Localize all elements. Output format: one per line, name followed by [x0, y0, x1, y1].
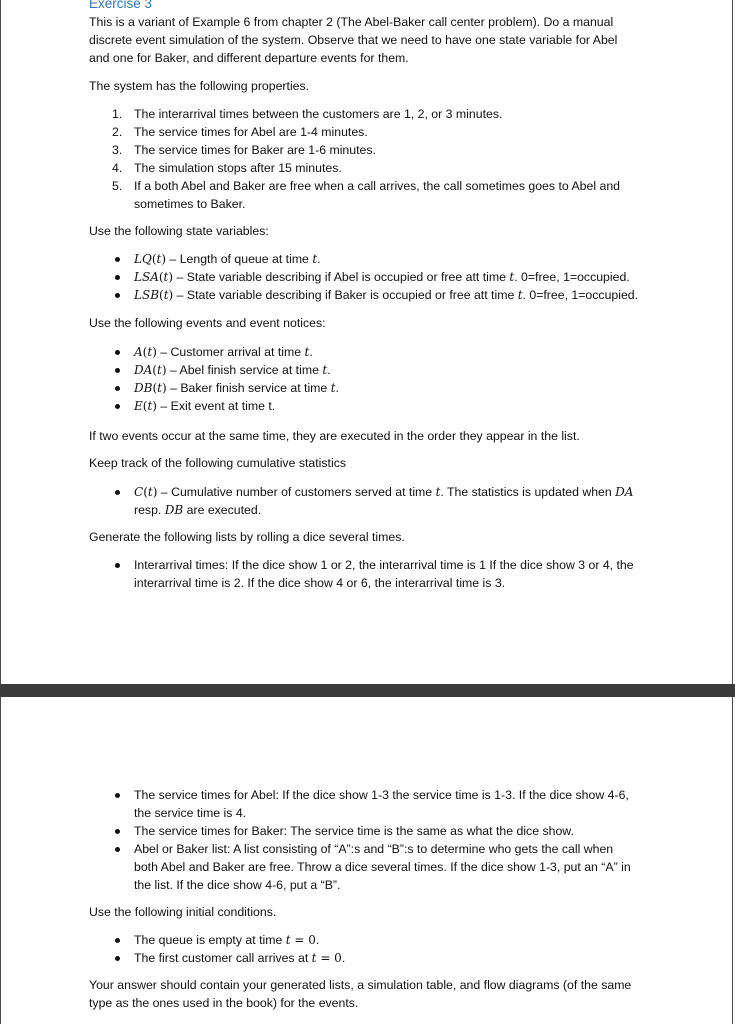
property-item: If a both Abel and Baker are free when a call arrives, the call sometimes goes to Abel and — [134, 179, 621, 193]
event-exit: E(t) – Exit event at time t. — [134, 399, 276, 413]
generate-lists-lead: Generate the following lists by rolling a dice several times. — [89, 530, 405, 544]
state-variable-text: – State variable describing if Baker is occupied or free att time — [173, 288, 518, 302]
property-item: The service times for Abel are 1-4 minutes. — [134, 125, 368, 139]
bullet-icon — [115, 938, 120, 943]
math-symbol: E — [134, 399, 143, 413]
intro-line: discrete event simulation of the system. Observe that we need to have one state variable for Abel — [89, 33, 618, 47]
event-text: – Customer arrival at time — [156, 345, 305, 359]
properties-lead: The system has the following properties. — [89, 79, 310, 93]
statistic-text: – Cumulative number of customers served at time — [157, 485, 436, 499]
math-symbol: LSA — [134, 270, 159, 284]
math-symbol: t — [509, 270, 515, 284]
event-baker-departure: DB(t) – Baker finish service at time t. — [134, 381, 339, 395]
list-number: 1. — [112, 107, 123, 121]
math-symbol: DB — [134, 381, 153, 395]
bullet-icon — [115, 829, 120, 834]
closing-paragraph: type as the ones used in the book) for the events. — [89, 996, 359, 1010]
bullet-icon — [115, 490, 120, 495]
state-variable-tail: . — [317, 252, 321, 266]
document-page-2 — [0, 697, 733, 1024]
condition-text: The queue is empty at time — [134, 933, 286, 947]
event-text: – Abel finish service at time — [166, 363, 323, 377]
event-text: – Exit event at time t. — [156, 399, 276, 413]
list-interarrival: Interarrival times: If the dice show 1 or 2, the interarrival time is 1 If the dice show 3 or 4, the — [134, 558, 634, 572]
initial-condition-queue — [134, 933, 319, 948]
math-symbol: t — [157, 381, 162, 395]
math-symbol: t — [435, 485, 441, 499]
list-number: 4. — [112, 161, 123, 175]
math-symbol: DA — [134, 363, 153, 377]
property-item: The interarrival times between the customers are 1, 2, or 3 minutes. — [134, 107, 503, 121]
event-tail: . — [327, 363, 331, 377]
event-arrival: A(t) – Customer arrival at time t. — [134, 345, 313, 359]
math-equation: = 0 — [316, 951, 342, 965]
intro-line: and one for Baker, and different departure events for them. — [89, 51, 409, 65]
statistic-cumulative-served: C(t) – Cumulative number of customers served at time t. The statistics is updated when DA — [134, 485, 634, 499]
math-symbol: C — [134, 485, 144, 499]
bullet-icon — [115, 368, 120, 373]
property-item-continued: sometimes to Baker. — [134, 197, 246, 211]
list-abel-or-baker: Abel or Baker list: A list consisting of “A”:s and “B”:s to determine who gets the call when — [134, 842, 614, 856]
math-symbol: LQ — [134, 252, 152, 266]
math-symbol: t — [163, 288, 169, 302]
event-tail: . — [335, 381, 339, 395]
list-baker-service: The service times for Baker: The service time is the same as what the dice show. — [134, 824, 574, 838]
math-symbol: A — [134, 345, 143, 359]
state-variable-text: – Length of queue at time — [166, 252, 313, 266]
state-variable-lq: LQ(t) – Length of queue at time t. — [134, 252, 321, 266]
math-symbol: LSB — [134, 288, 160, 302]
bullet-icon — [115, 386, 120, 391]
math-symbol: DA — [615, 485, 634, 499]
page-separator — [0, 684, 735, 697]
math-symbol: t — [312, 252, 318, 266]
event-abel-departure: DA(t) – Abel finish service at time t. — [134, 363, 331, 377]
list-abel-service-continued: the service time is 4. — [134, 806, 247, 820]
bullet-icon — [115, 793, 120, 798]
state-variable-lsb: LSB(t) – State variable describing if Baker is occupied or free att time t. 0=free, 1=occupied. — [134, 288, 639, 302]
condition-text: The first customer call arrives at — [134, 951, 312, 965]
bullet-icon — [115, 293, 120, 298]
bullet-icon — [115, 404, 120, 409]
condition-tail: . — [341, 951, 346, 965]
property-item: The simulation stops after 15 minutes. — [134, 161, 342, 175]
list-number: 3. — [112, 143, 123, 157]
statistic-text: resp. — [134, 503, 165, 517]
math-symbol: t — [156, 363, 162, 377]
list-abel-or-baker-continued: the list. If the dice show 4-6, put a “B”. — [134, 878, 341, 892]
math-symbol: t — [285, 933, 291, 947]
statistic-text: are executed. — [183, 503, 262, 517]
state-variables-lead: Use the following state variables: — [89, 224, 269, 238]
statistic-text: . The statistics is updated when — [440, 485, 616, 499]
state-variable-lsa: LSA(t) – State variable describing if Abel is occupied or free att time t. 0=free, 1=occupied. — [134, 270, 630, 284]
event-tail: . — [309, 345, 313, 359]
math-symbol: t — [147, 485, 153, 499]
bullet-icon — [115, 956, 120, 961]
math-symbol: t — [322, 363, 328, 377]
intro-line: This is a variant of Example 6 from chapter 2 (The Abel-Baker call center problem). Do a manual — [89, 15, 614, 29]
initial-condition-first-call — [134, 951, 345, 966]
bullet-icon — [115, 275, 120, 280]
state-variable-tail: . 0=free, 1=occupied. — [514, 270, 630, 284]
event-order-note: If two events occur at the same time, they are executed in the order they appear in the list. — [89, 429, 580, 443]
list-number: 5. — [112, 179, 123, 193]
math-equation: = 0 — [290, 933, 316, 947]
initial-conditions-lead: Use the following initial conditions. — [89, 905, 277, 919]
state-variable-text: – State variable describing if Abel is occupied or free att time — [173, 270, 510, 284]
bullet-icon — [115, 847, 120, 852]
property-item: The service times for Baker are 1-6 minutes. — [134, 143, 376, 157]
state-variable-tail: . 0=free, 1=occupied. — [522, 288, 639, 302]
bullet-icon — [115, 257, 120, 262]
bullet-icon — [115, 350, 120, 355]
condition-tail: . — [315, 933, 320, 947]
events-lead: Use the following events and event notices: — [89, 316, 326, 330]
math-symbol: t — [304, 345, 310, 359]
math-symbol: t — [517, 288, 523, 302]
list-abel-service: The service times for Abel: If the dice show 1-3 the service time is 1-3. If the dice show 4-6, — [134, 788, 629, 802]
math-symbol: t — [147, 345, 153, 359]
math-symbol: t — [163, 270, 169, 284]
math-symbol: DB — [164, 503, 184, 517]
math-symbol: t — [147, 399, 153, 413]
list-abel-or-baker-continued: both Abel and Baker are free. Throw a dice several times. If the dice show 1-3, put an “A” in — [134, 860, 631, 874]
statistics-lead: Keep track of the following cumulative statistics — [89, 456, 346, 470]
list-interarrival-continued: interarrival time is 2. If the dice show 4 or 6, the interarrival time is 3. — [134, 576, 506, 590]
exercise-heading: Exercise 3 — [89, 0, 153, 11]
math-symbol: t — [311, 951, 317, 965]
math-symbol: t — [330, 381, 336, 395]
bullet-icon — [115, 563, 120, 568]
statistic-cumulative-served-continued — [134, 503, 261, 518]
math-symbol: t — [156, 252, 162, 266]
list-number: 2. — [112, 125, 123, 139]
event-text: – Baker finish service at time — [166, 381, 331, 395]
closing-paragraph: Your answer should contain your generated lists, a simulation table, and flow diagrams (of the same — [89, 978, 632, 992]
